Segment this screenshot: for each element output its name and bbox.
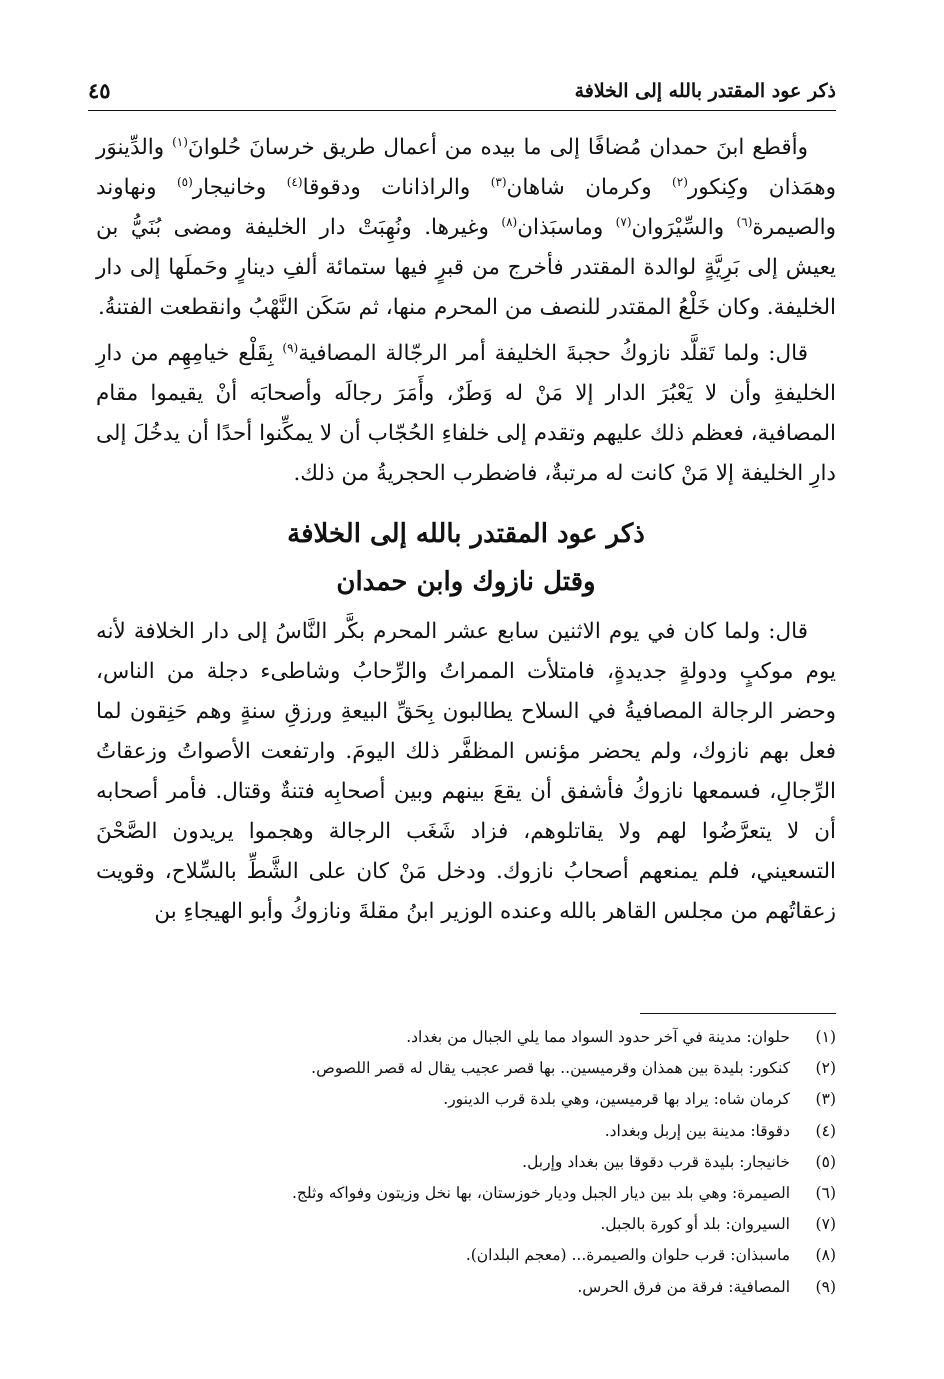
footnote-text: كنكور: بليدة بين همذان وقرميسين.. بها قصر عجيب يقال له قصر اللصوص. (311, 1059, 790, 1078)
footnote-number: (٣) (815, 1090, 836, 1109)
footnote-ref-3: (٣) (490, 174, 507, 189)
footnote-ref-7: (٧) (615, 214, 632, 229)
section-heading-line-2: وقتل نازوك وابن حمدان (336, 567, 596, 597)
footnote-ref-4: (٤) (286, 174, 303, 189)
footnote-text: السيروان: بلد أو كورة بالجبل. (600, 1215, 790, 1234)
footnote-number: (٤) (815, 1121, 836, 1140)
main-text (96, 128, 836, 932)
footnote-number: (٨) (815, 1246, 836, 1265)
text-run: ونهاوند والصيمرة (96, 175, 836, 240)
running-title: ذكر عود المقتدر بالله إلى الخلافة (574, 80, 836, 102)
footnote-text: دقوقا: مدينة بين إربل وبغداد. (604, 1121, 790, 1140)
text-run: وغيرها. ونُهِبَتْ دار الخليفة ومضى بُنَيُّ بن يعيش إلى بَرِيَّةٍ لوالدة المقتدر فأخرج من قبرٍ فيها ستمائة ألفِ دينارٍ وحَملَها إلى دار الخليفة. وكان خَلْعُ المقتدر للنصف من المحرم منها، ثم سَكَن النَّهْبُ وانقطعت الفتنةُ. (96, 215, 836, 320)
text-run: وأقطع ابنَ حمدان مُضافًا إلى ما بيده من أعمال طريق خرسانَ حُلوانَ (187, 135, 808, 160)
footnote-number: (٥) (815, 1152, 836, 1171)
footnotes (96, 1022, 836, 1303)
footnote-ref-1: (١) (172, 134, 188, 149)
footnote-text: الصيمرة: وهي بلد بين ديار الجبل وديار خوزستان، بها نخل وزيتون وفواكه وثلج. (291, 1184, 790, 1203)
footnote-item (96, 1147, 836, 1178)
footnote-text: كرمان شاه: يراد بها قرميسين، وهي بلدة قرب الدينور. (443, 1090, 790, 1109)
footnote-item (96, 1116, 836, 1147)
footnote-ref-8: (٨) (501, 214, 518, 229)
footnote-number: (٩) (815, 1277, 836, 1296)
footnote-item (96, 1272, 836, 1303)
footnote-ref-5: (٥) (176, 174, 193, 189)
footnote-item (96, 1053, 836, 1084)
paragraph-3: قال: ولما كان في يوم الاثنين سابع عشر المحرم بكَّر النَّاسُ إلى دار الخلافة لأنه يوم موكبٍ ودولةٍ جديدةٍ، فامتلأت الممراتُ والرِّحابُ وشاطىء دجلة من الناس، وحضر الرجالة المصافيةُ في السلاح يطالبون بِحَقِّ البيعةِ ورزقِ سنةٍ وهم حَنِقون لما فعل بهم نازوك، ولم يحضر مؤنس المظفَّر ذلك اليومَ. وارتفعت الأصواتُ وزعقاتُ الرِّجالِ، فسمعها نازوكُ فأشفق أن يقعَ بينهم وبين أصحابِه فتنةٌ وقتال. فأمر أصحابه أن لا يتعرَّضُوا لهم ولا يقاتلوهم، فزاد شَغَب الرجالة وهجموا يريدون الصَّحْنَ التسعيني، فلم يمنعهم أصحابُ نازوك. ودخل مَنْ كان على الشَّطِّ بالسِّلاح، وقويت زعقاتُهم من مجلس القاهر بالله وعنده الوزير ابنُ مقلةَ ونازوكُ وأبو الهيجاءِ بن (96, 619, 836, 924)
footnote-ref-2: (٢) (672, 174, 688, 189)
text-run: وخانيجار (192, 175, 287, 200)
footnote-text: المصافية: فرقة من فرق الحرس. (577, 1277, 790, 1296)
footnote-text: ماسبذان: قرب حلوان والصيمرة... (معجم البلدان). (465, 1246, 790, 1265)
footnote-item (96, 1084, 836, 1115)
paragraph-1 (96, 128, 836, 328)
text-run: قال: ولما تَقلَّد نازوكُ حجبةَ الخليفة أمر الرجّالة المصافية (298, 341, 808, 366)
text-run: وكرمان شاهان (506, 175, 673, 200)
text-run: وماسبَذان (517, 215, 616, 240)
footnote-ref-6: (٦) (736, 214, 753, 229)
footnote-text: حلوان: مدينة في آخر حدود السواد مما يلي الجبال من بغداد. (406, 1028, 790, 1046)
paragraph-2 (96, 334, 836, 494)
footnote-item (96, 1178, 836, 1209)
footnote-number: (١) (815, 1028, 836, 1046)
footnote-item (96, 1240, 836, 1271)
text-run: بِقَلْع خيامِهِم من دارِ الخليفةِ وأن لا يَعْبُرَ الدار إلا مَنْ له وَطَرٌ، وأَمَرَ رجالَه وأصحابَه أنْ يقيموا مقام المصافية، فعظم ذلك عليهم وتقدم إلى خلفاءِ الحُجّاب أن لا يمكِّنوا أحدًا أن يدخُلَ إلى دارِ الخليفة إلا مَنْ كانت له مرتبةٌ، فاضطرب الحجريةُ من ذلك. (96, 341, 836, 486)
page-header (88, 76, 836, 111)
text-run: والراذانات ودقوقا (302, 175, 491, 200)
footnote-number: (٦) (815, 1184, 836, 1203)
page-number: ٤٥ (88, 78, 111, 103)
text-run: والسِّيْرَوان (631, 215, 737, 240)
footnote-item (96, 1209, 836, 1240)
text-run: والدِّينوَر وهمَذان وكِنكور (96, 135, 836, 200)
section-heading-line-1: ذكر عود المقتدر بالله إلى الخلافة (287, 519, 645, 549)
footnote-divider (640, 1013, 836, 1014)
footnote-number: (٢) (815, 1059, 836, 1078)
section-heading (96, 510, 836, 606)
footnote-text: خانيجار: بليدة قرب دقوقا بين بغداد وإربل. (522, 1152, 790, 1171)
footnote-number: (٧) (815, 1215, 836, 1234)
footnote-ref-9: (٩) (282, 340, 299, 355)
footnote-item (96, 1022, 836, 1053)
